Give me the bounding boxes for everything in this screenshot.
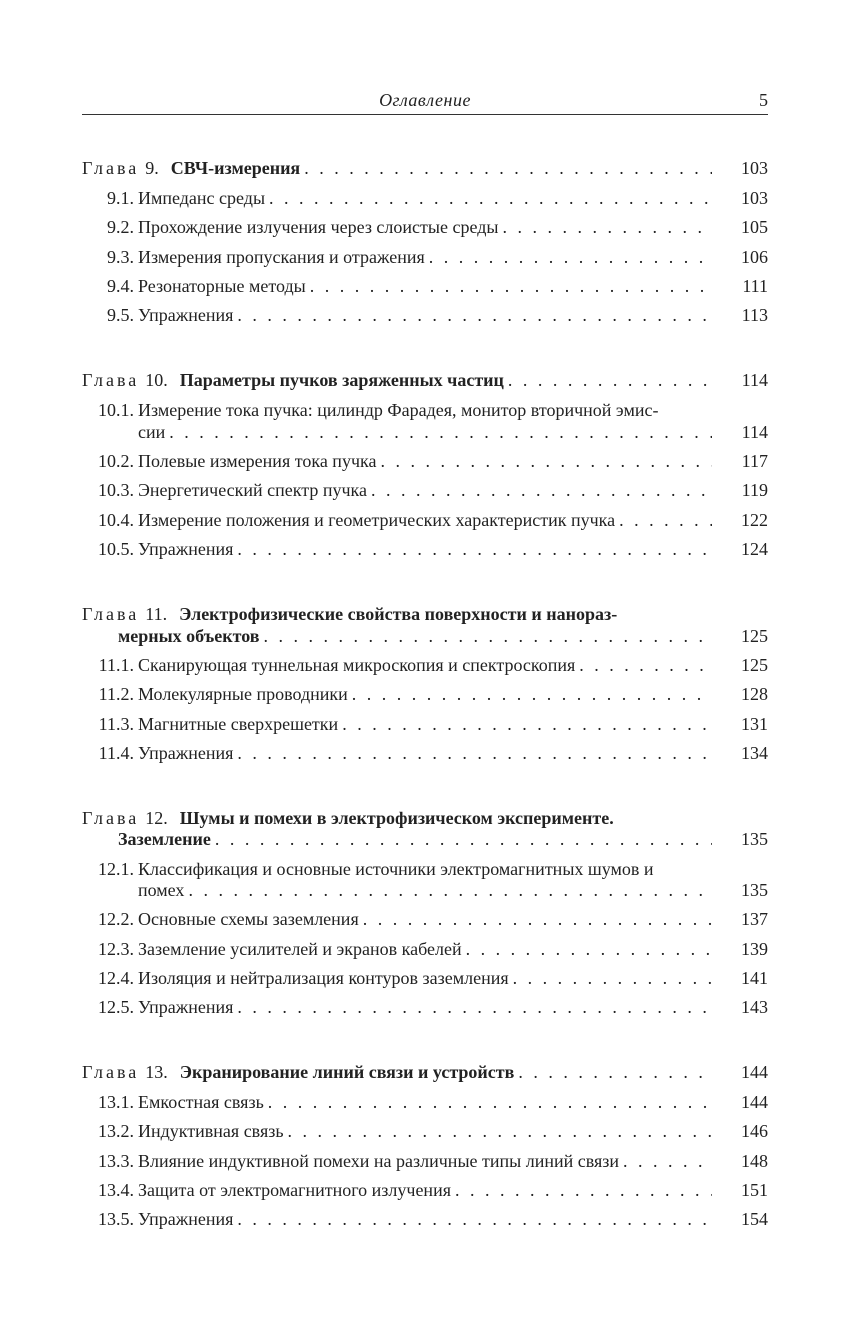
chapter-number: 9. <box>145 158 159 178</box>
section-page: 137 <box>741 909 768 929</box>
leader-dots <box>304 155 712 181</box>
chapter-title: Параметры пучков заряженных частиц <box>179 370 504 390</box>
leader-dots <box>502 214 712 240</box>
chapter-13-entry[interactable] <box>82 1059 768 1085</box>
chapter-page: 114 <box>741 370 768 390</box>
toc-entry[interactable] <box>82 711 768 737</box>
section-number: 13.2. <box>98 1121 134 1141</box>
chapter-page: 144 <box>741 1062 768 1082</box>
leader-dots <box>429 244 712 270</box>
section-number: 13.1. <box>98 1092 134 1112</box>
leader-dots <box>579 652 712 678</box>
leader-dots <box>237 994 712 1020</box>
leader-dots <box>619 507 712 533</box>
section-title: Полевые измерения тока пучка <box>138 451 377 471</box>
toc-entry[interactable] <box>82 477 768 503</box>
toc-entry[interactable] <box>82 1148 768 1174</box>
section-number: 11.4. <box>98 743 134 763</box>
leader-dots <box>269 185 712 211</box>
toc-entry[interactable] <box>82 185 768 211</box>
section-number: 13.5. <box>98 1209 134 1229</box>
leader-dots <box>623 1148 712 1174</box>
toc-entry[interactable] <box>82 994 768 1020</box>
section-page: 151 <box>741 1180 768 1200</box>
section-page: 154 <box>741 1209 768 1229</box>
leader-dots <box>508 367 712 393</box>
section-page: 119 <box>741 480 768 500</box>
chapter-label: Глава <box>82 808 140 828</box>
section-page: 105 <box>741 217 768 237</box>
leader-dots <box>352 681 712 707</box>
section-title-line2: сии <box>138 422 166 442</box>
section-number: 11.1. <box>98 655 134 675</box>
section-title: Сканирующая туннельная микроскопия и спектроскопия <box>138 655 576 675</box>
leader-dots <box>371 477 712 503</box>
section-page: 143 <box>741 997 768 1017</box>
leader-dots <box>188 877 712 903</box>
toc-entry[interactable] <box>82 965 768 991</box>
section-page: 114 <box>741 422 768 442</box>
toc-entry[interactable] <box>82 302 768 328</box>
leader-dots <box>363 906 712 932</box>
section-number: 11.3. <box>98 714 134 734</box>
chapter-title-line2: Заземление <box>118 829 211 849</box>
chapter-label: Глава <box>82 1062 140 1082</box>
section-page: 103 <box>741 188 768 208</box>
section-page: 141 <box>741 968 768 988</box>
section-title: Упражнения <box>138 997 234 1017</box>
running-header <box>82 88 768 115</box>
toc-entry[interactable] <box>82 681 768 707</box>
section-title: Упражнения <box>138 539 234 559</box>
section-title: Основные схемы заземления <box>138 909 359 929</box>
leader-dots <box>237 536 712 562</box>
section-number: 10.4. <box>98 510 134 530</box>
section-title: Упражнения <box>138 1209 234 1229</box>
section-title: Влияние индуктивной помехи на различные типы линий связи <box>138 1151 620 1171</box>
section-title: Упражнения <box>138 305 234 325</box>
section-page: 128 <box>741 684 768 704</box>
section-title: Емкостная связь <box>138 1092 264 1112</box>
section-number: 12.4. <box>98 968 134 988</box>
section-title-line2: помех <box>138 880 185 900</box>
chapter-page: 135 <box>741 829 768 849</box>
chapter-page: 125 <box>741 626 768 646</box>
chapter-10-entry[interactable] <box>82 367 768 393</box>
section-title: Резонаторные методы <box>138 276 306 296</box>
section-number: 9.5. <box>107 305 134 325</box>
section-title: Молекулярные проводники <box>138 684 348 704</box>
leader-dots <box>455 1177 712 1203</box>
toc-entry[interactable] <box>82 936 768 962</box>
section-page: 113 <box>741 305 768 325</box>
toc-entry[interactable] <box>82 448 768 474</box>
chapter-title: СВЧ-измерения <box>170 158 301 178</box>
section-number: 12.5. <box>98 997 134 1017</box>
section-title: Магнитные сверхрешетки <box>138 714 339 734</box>
toc-entry[interactable] <box>82 652 768 678</box>
section-title: Прохождение излучения через слоистые среды <box>138 217 499 237</box>
toc-entry-continuation[interactable] <box>82 419 768 445</box>
chapter-title: Экранирование линий связи и устройств <box>179 1062 515 1082</box>
section-number: 13.3. <box>98 1151 134 1171</box>
chapter-number: 10. <box>145 370 168 390</box>
leader-dots <box>169 419 712 445</box>
section-number: 10.1. <box>98 400 134 420</box>
leader-dots <box>342 711 712 737</box>
chapter-label: Глава <box>82 604 140 624</box>
leader-dots <box>310 273 712 299</box>
section-title-line1: Классификация и основные источники электромагнитных шумов и <box>138 859 654 879</box>
toc-entry[interactable] <box>82 244 768 270</box>
leader-dots <box>518 1059 712 1085</box>
section-number: 12.2. <box>98 909 134 929</box>
section-title: Энергетический спектр пучка <box>138 480 367 500</box>
section-page: 117 <box>741 451 768 471</box>
section-title: Заземление усилителей и экранов кабелей <box>138 939 462 959</box>
chapter-9-entry[interactable] <box>82 155 768 181</box>
section-page: 122 <box>741 510 768 530</box>
section-page: 144 <box>741 1092 768 1112</box>
leader-dots <box>263 623 712 649</box>
section-page: 111 <box>742 276 768 296</box>
toc-entry[interactable] <box>82 214 768 240</box>
section-page: 148 <box>741 1151 768 1171</box>
leader-dots <box>466 936 712 962</box>
section-page: 134 <box>741 743 768 763</box>
toc-entry[interactable] <box>82 740 768 766</box>
leader-dots <box>237 1206 712 1232</box>
section-page: 106 <box>741 247 768 267</box>
leader-dots <box>513 965 712 991</box>
toc-entry[interactable] <box>82 906 768 932</box>
section-page: 135 <box>741 880 768 900</box>
chapter-number: 11. <box>145 604 168 624</box>
leader-dots <box>237 740 712 766</box>
chapter-title-line2: мерных объектов <box>118 626 260 646</box>
section-number: 9.3. <box>107 247 134 267</box>
leader-dots <box>237 302 712 328</box>
toc-entry-continuation[interactable] <box>82 877 768 903</box>
section-number: 10.5. <box>98 539 134 559</box>
toc-entry[interactable] <box>82 1118 768 1144</box>
section-title: Измерение положения и геометрических характеристик пучка <box>138 510 616 530</box>
section-number: 13.4. <box>98 1180 134 1200</box>
section-number: 11.2. <box>98 684 134 704</box>
toc-entry[interactable] <box>82 1089 768 1115</box>
header-title: Оглавление <box>379 90 471 110</box>
toc-entry[interactable] <box>82 507 768 533</box>
chapter-number: 13. <box>145 1062 168 1082</box>
section-page: 139 <box>741 939 768 959</box>
section-page: 146 <box>741 1121 768 1141</box>
chapter-label: Глава <box>82 370 140 390</box>
section-number: 12.3. <box>98 939 134 959</box>
section-number: 9.2. <box>107 217 134 237</box>
leader-dots <box>288 1118 712 1144</box>
leader-dots <box>215 826 712 852</box>
header-page-number: 5 <box>759 90 768 110</box>
chapter-11-continuation[interactable] <box>82 623 768 649</box>
section-number: 9.4. <box>107 276 134 296</box>
section-number: 12.1. <box>98 859 134 879</box>
toc-entry[interactable] <box>82 273 768 299</box>
section-title: Индуктивная связь <box>138 1121 284 1141</box>
chapter-label: Глава <box>82 158 140 178</box>
section-title: Импеданс среды <box>138 188 266 208</box>
section-title: Измерения пропускания и отражения <box>138 247 425 267</box>
section-title-line1: Измерение тока пучка: цилиндр Фарадея, монитор вторичной эмис- <box>138 400 659 420</box>
section-page: 131 <box>741 714 768 734</box>
section-number: 10.3. <box>98 480 134 500</box>
chapter-number: 12. <box>145 808 168 828</box>
section-page: 125 <box>741 655 768 675</box>
section-title: Упражнения <box>138 743 234 763</box>
section-number: 9.1. <box>107 188 134 208</box>
section-title: Изоляция и нейтрализация контуров заземления <box>138 968 509 988</box>
leader-dots <box>380 448 712 474</box>
chapter-12-continuation[interactable] <box>82 826 768 852</box>
toc-entry[interactable] <box>82 536 768 562</box>
toc-entry[interactable] <box>82 1177 768 1203</box>
section-page: 124 <box>741 539 768 559</box>
chapter-title-line1: Электрофизические свойства поверхности и нанораз- <box>179 604 618 624</box>
section-title: Защита от электромагнитного излучения <box>138 1180 451 1200</box>
chapter-title-line1: Шумы и помехи в электрофизическом эксперименте. <box>179 808 614 828</box>
toc-entry[interactable] <box>82 1206 768 1232</box>
section-number: 10.2. <box>98 451 134 471</box>
leader-dots <box>268 1089 712 1115</box>
chapter-page: 103 <box>741 158 768 178</box>
